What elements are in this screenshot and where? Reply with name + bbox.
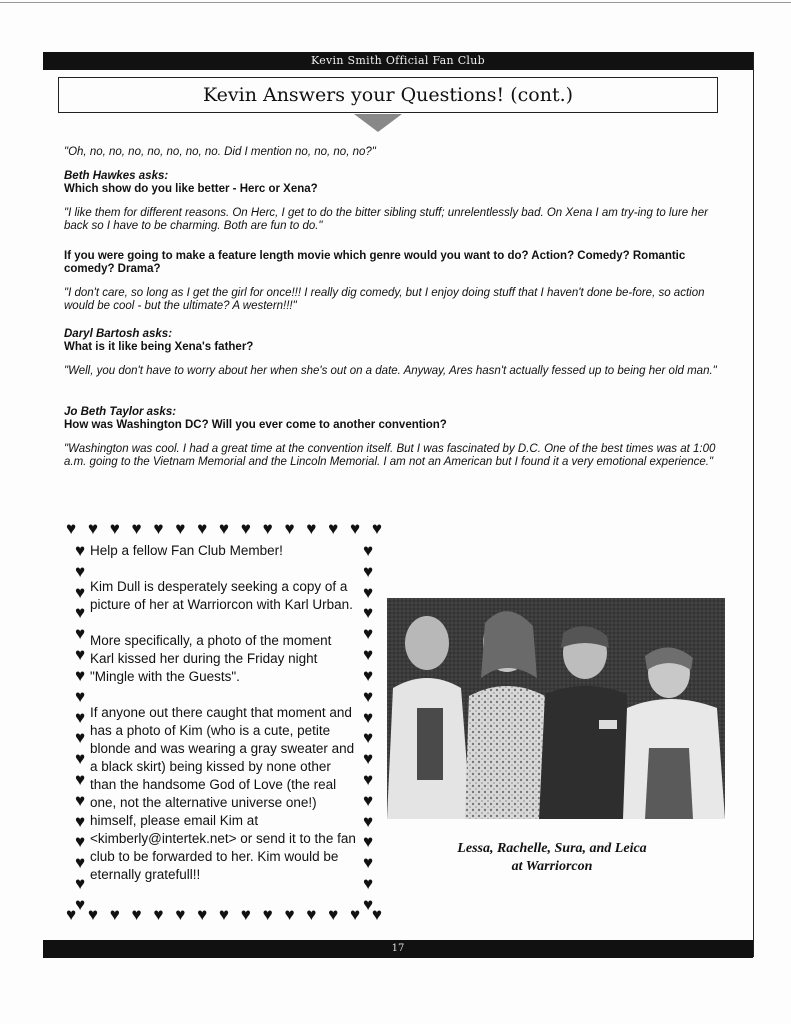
heart-icon: ♥ [74, 811, 86, 831]
heart-icon: ♥ [362, 769, 374, 789]
heart-icon: ♥ [362, 894, 374, 914]
heart-icon: ♥ [362, 811, 374, 831]
question-text: How was Washington DC? Will you ever come to another convention? [64, 418, 447, 431]
qa-block-3 [64, 250, 729, 312]
fan-notice [90, 542, 358, 884]
heart-icon: ♥ [362, 665, 374, 685]
heart-icon: ♥ [74, 645, 86, 665]
heart-icon: ♥ [74, 582, 86, 602]
header-bar [43, 52, 753, 70]
heart-icon: ♥ [74, 769, 86, 789]
heart-icon: ♥ [284, 519, 295, 538]
heart-icon: ♥ [74, 749, 86, 769]
asker-name: Beth Hawkes asks: [64, 170, 169, 182]
heart-icon: ♥ [328, 905, 339, 924]
heart-icon: ♥ [362, 582, 374, 602]
heart-icon: ♥ [74, 853, 86, 873]
scan-edge-line [0, 2, 791, 3]
heart-border-left [70, 542, 90, 914]
heart-icon: ♥ [153, 905, 164, 924]
heart-icon: ♥ [74, 874, 86, 893]
heart-icon: ♥ [74, 603, 86, 623]
heart-icon: ♥ [197, 905, 208, 924]
heart-icon: ♥ [362, 707, 374, 727]
heart-icon: ♥ [153, 519, 164, 538]
heart-icon: ♥ [109, 519, 120, 538]
heart-icon: ♥ [240, 905, 251, 924]
notice-paragraph-2: More specifically, a photo of the moment Karl kissed her during the Friday night "Mingle with the Guests". [90, 633, 332, 684]
heart-icon: ♥ [131, 905, 142, 924]
qa-block-2 [64, 170, 729, 232]
question-text: Which show do you like better - Herc or Xena? [64, 182, 318, 195]
heart-icon: ♥ [131, 519, 142, 538]
heart-icon: ♥ [66, 905, 77, 924]
answer-text: "Oh, no, no, no, no, no, no, no. Did I mention no, no, no, no?" [64, 146, 376, 158]
heart-icon: ♥ [66, 519, 77, 538]
heart-icon: ♥ [362, 645, 374, 665]
heart-icon: ♥ [175, 905, 186, 924]
answer-text: "I don't care, so long as I get the girl for once!!! I really dig comedy, but I enjoy doing stuff that I haven't done be-fore, so action would be cool - but the ultimate? A western!!!" [64, 287, 705, 312]
question-text: What is it like being Xena's father? [64, 340, 254, 353]
qa-block-1 [64, 146, 729, 159]
heart-icon: ♥ [74, 561, 86, 581]
heart-icon: ♥ [74, 728, 86, 748]
caption-line-2: at Warriorcon [511, 859, 593, 874]
heart-border-bottom [66, 906, 382, 924]
heart-icon: ♥ [240, 519, 251, 538]
page-title-box [58, 77, 718, 113]
qa-block-5 [64, 406, 729, 468]
group-photo [387, 598, 725, 819]
club-name: Kevin Smith Official Fan Club [311, 54, 485, 67]
qa-block-4 [64, 328, 729, 378]
heart-icon: ♥ [74, 665, 86, 685]
heart-icon: ♥ [74, 624, 86, 644]
heart-icon: ♥ [362, 541, 374, 560]
heart-icon: ♥ [362, 749, 374, 769]
heart-icon: ♥ [87, 519, 98, 538]
notice-paragraph-1: Kim Dull is desperately seeking a copy of a picture of her at Warriorcon with Karl Urban. [90, 579, 353, 612]
footer-bar [43, 940, 753, 958]
photo-caption [420, 840, 684, 876]
heart-icon: ♥ [306, 905, 317, 924]
heart-icon: ♥ [371, 519, 382, 538]
answer-text: "Washington was cool. I had a great time at the convention itself. But I was fascinated by D.C. One of the best times was at 1:00 a.m. going to the Vietnam Memorial and the Lincoln Memorial. I am not an American but I found it a very emotional experience." [64, 443, 716, 468]
heart-icon: ♥ [371, 905, 382, 924]
question-text: If you were going to make a feature length movie which genre would you want to do? Action? Comedy? Romantic comedy? Drama? [64, 250, 686, 275]
heart-icon: ♥ [74, 541, 86, 560]
heart-border-right [358, 542, 378, 914]
caption-line-1: Lessa, Rachelle, Sura, and Leica [457, 841, 647, 856]
heart-icon: ♥ [362, 790, 374, 810]
notice-heading: Help a fellow Fan Club Member! [90, 543, 283, 558]
heart-icon: ♥ [362, 728, 374, 748]
heart-icon: ♥ [362, 874, 374, 893]
heart-icon: ♥ [362, 832, 374, 852]
asker-name: Jo Beth Taylor asks: [64, 406, 177, 418]
answer-text: "Well, you don't have to worry about her when she's out on a date. Anyway, Ares hasn't actually fessed up to being her old man." [64, 365, 717, 377]
heart-icon: ♥ [175, 519, 186, 538]
page-number: 17 [391, 943, 405, 954]
heart-icon: ♥ [362, 561, 374, 581]
heart-icon: ♥ [74, 707, 86, 727]
heart-icon: ♥ [262, 905, 273, 924]
heart-icon: ♥ [87, 905, 98, 924]
answer-text: "I like them for different reasons. On Herc, I get to do the bitter sibling stuff; unrelentlessly bad. On Xena I am try-ing to lure her back so I have to be charming. Both are fun to do." [64, 207, 708, 232]
heart-icon: ♥ [362, 686, 374, 706]
heart-border-top [66, 520, 382, 538]
page-title: Kevin Answers your Questions! (cont.) [202, 84, 574, 106]
group-photo-drawing [387, 598, 725, 819]
asker-name: Daryl Bartosh asks: [64, 328, 173, 340]
heart-icon: ♥ [74, 790, 86, 810]
heart-icon: ♥ [349, 519, 361, 538]
title-arrow-icon [354, 114, 402, 132]
heart-icon: ♥ [362, 853, 374, 873]
heart-icon: ♥ [362, 624, 374, 644]
heart-icon: ♥ [218, 519, 229, 538]
heart-icon: ♥ [306, 519, 317, 538]
heart-icon: ♥ [328, 519, 339, 538]
heart-icon: ♥ [218, 905, 229, 924]
heart-icon: ♥ [284, 905, 295, 924]
heart-icon: ♥ [109, 905, 120, 924]
heart-icon: ♥ [349, 905, 361, 924]
notice-paragraph-3: If anyone out there caught that moment and has a photo of Kim (who is a cute, petite blonde and was wearing a gray sweater and a black skirt) being kissed by none other than the handsome God of Love (the real one, not the alternative universe one!) himself, please email Kim at <kimberly@intertek.net> or send it to the fan club to be forwarded to her. Kim would be eternally gratefull!! [90, 705, 356, 882]
heart-icon: ♥ [74, 686, 86, 706]
heart-icon: ♥ [74, 832, 86, 852]
heart-icon: ♥ [262, 519, 273, 538]
heart-icon: ♥ [74, 894, 86, 914]
heart-icon: ♥ [197, 519, 208, 538]
heart-icon: ♥ [362, 603, 374, 623]
